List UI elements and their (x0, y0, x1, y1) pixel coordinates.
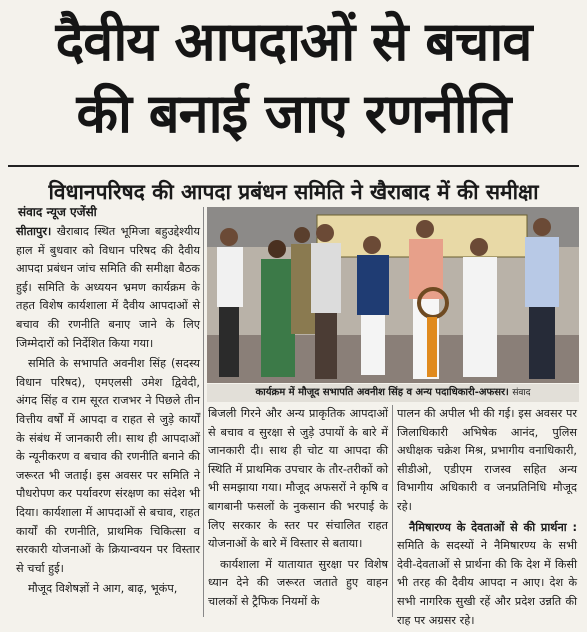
column-divider (203, 207, 204, 617)
article-column-1 (16, 223, 200, 601)
caption-credit: संवाद (512, 388, 531, 398)
article-column-3 (397, 405, 577, 632)
paragraph: कार्यशाला में यातायात सुरक्षा पर विशेष ध्यान देने की जरूरत जताते हुए वाहन चालकों से ट्रैफिक नियमों के (208, 557, 388, 608)
headline-line-1: दैवीय आपदाओं से बचाव (55, 10, 532, 73)
paragraph: बिजली गिरने और अन्य प्राकृतिक आपदाओं से बचाव व सुरक्षा से जुड़े उपायों के बारे में जानकारी दी। साथ ही चोट या आपदा की स्थिति में प्राथमिक उपचार के तौर-तरीकों को भी समझाया गया। मौजूद अफसरों ने कृषि व बागबानी फसलों के नुकसान की भरपाई के लिए सरकार के स्तर पर संचालित राहत योजनाओं के बारे में विस्तार से बताया। (208, 407, 388, 551)
headline (0, 6, 587, 150)
subheadline: विधानपरिषद की आपदा प्रबंधन समिति ने खैराबाद में की समीक्षा (48, 180, 539, 204)
column-divider (392, 405, 393, 617)
byline: संवाद न्यूज एजेंसी (18, 205, 97, 219)
headline-rule (8, 165, 579, 167)
photo-caption (207, 384, 579, 402)
paragraph: सीतापुर। खैराबाद स्थित भूमिजा बहुउद्देश्यीय हाल में बुधवार को विधान परिषद की दैवीय आपदा प्रबंधन जांच समिति की समीक्षा बैठक हुई। समिति के अध्ययन भ्रमण कार्यक्रम के तहत विशेष कार्यशाला में दैवीय आपदाओं से बचाव की रणनीति बनाए जाने के लिए जिम्मेदारों को निर्देशित किया गया। (16, 225, 200, 350)
caption-text: कार्यक्रम में मौजूद सभापति अवनीश सिंह व अन्य पदाधिकारी-अफसर। (255, 387, 509, 398)
paragraph: पालन की अपील भी की गई। इस अवसर पर जिलाधिकारी अभिषेक आनंद, पुलिस अधीक्षक चक्रेश मिश्र, प्रभागीय वनाधिकारी, सीडीओ, एडीएम राजस्व सहित अन्य विभागीय अधिकारी व जनप्रतिनिधि मौजूद रहे। (397, 407, 577, 513)
article-column-2 (208, 405, 388, 614)
news-photo (207, 207, 579, 383)
paragraph: मौजूद विशेषज्ञों ने आग, बाढ़, भूकंप, (28, 582, 178, 596)
dateline: सीतापुर। (16, 225, 52, 238)
headline-line-2: की बनाई जाए रणनीति (76, 82, 511, 145)
paragraph: समिति के सभापति अवनीश सिंह (सदस्य विधान परिषद), एमएलसी उमेश द्विवेदी, अंगद सिंह व राम सूरत राजभर ने पिछले तीन वित्तीय वर्षों में आपदा व राहत से जुड़े कार्यों के संबंध में जानकारी ली। साथ ही आपदाओं के न्यूनीकरण व बचाव की रणनीति बनाने की जरूरत भी जताई। इस अवसर पर समिति ने पौधरोपण कर पर्यावरण संरक्षण का संदेश भी दिया। कार्यशाला में आपदाओं से बचाव, राहत कार्यों की रणनीति, प्राथमिक चिकित्सा व सरकारी योजनाओं के क्रियान्वयन पर विस्तार से चर्चा हुई। (16, 357, 200, 575)
group-photo-illustration (207, 207, 579, 383)
paragraph: नैमिषारण्य के देवताओं से की प्रार्थना : समिति के सदस्यों ने नैमिषारण्य के सभी देवी-देवताओं से प्रार्थना की कि देश में किसी भी तरह की दैवीय आपदा न आए। देश के सभी नागरिक सुखी रहें और प्रदेश उन्नति की राह पर अग्रसर रहे। (397, 520, 577, 627)
section-subhead: नैमिषारण्य के देवताओं से की प्रार्थना : (409, 520, 577, 534)
